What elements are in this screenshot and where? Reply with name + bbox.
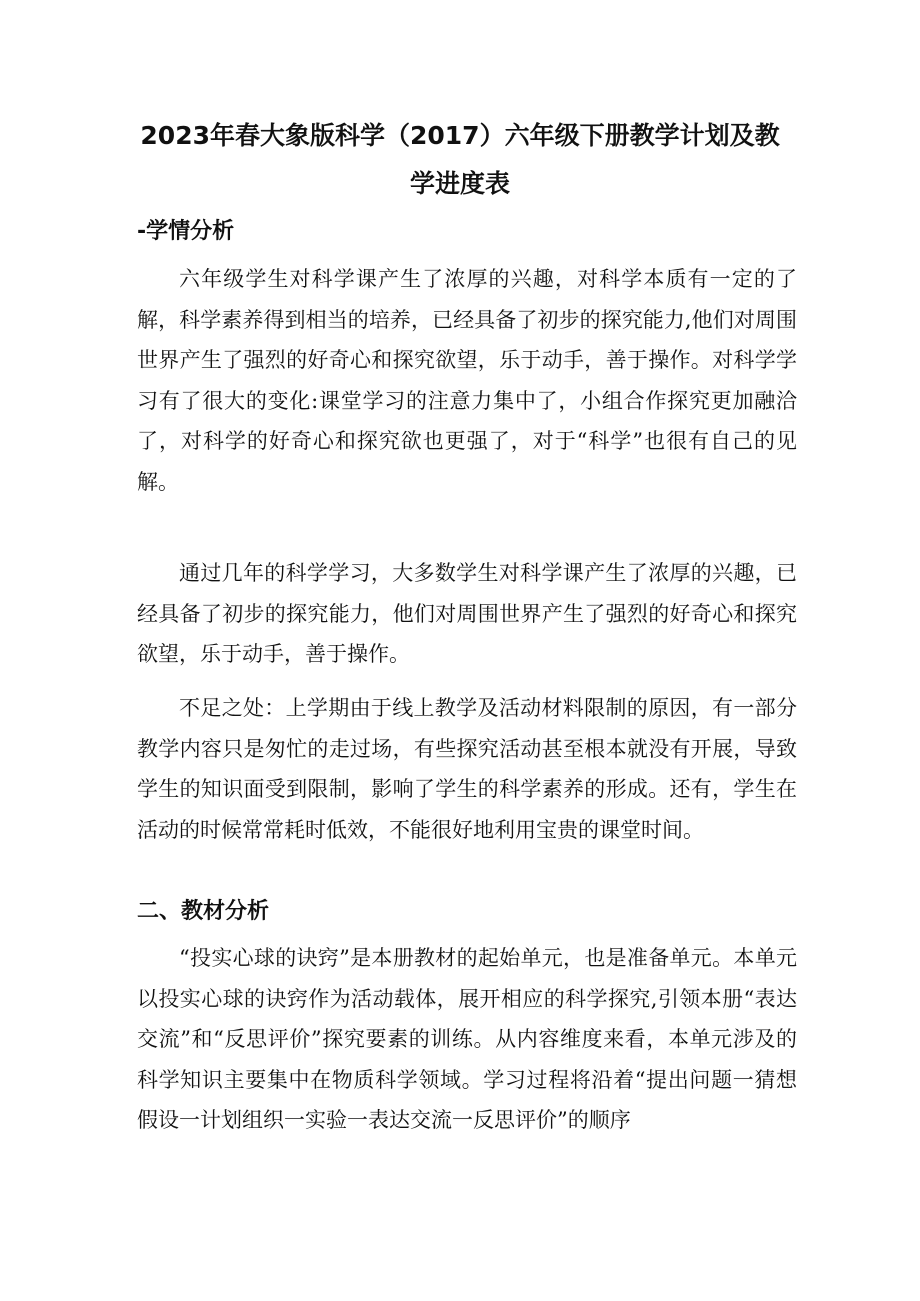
paragraph-unit-intro: “投实心球的诀窍”是本册教材的起始单元，也是准备单元。本单元以投实心球的诀窍作为活动载体，展开相应的科学探究,引领本册“表达交流”和“反思评价”探究要素的训练。从内容维度来看，本单元涉及的科学知识主要集中在物质科学领域。学习过程将沿着“提出问题一猜想假设一计划组织一实验一表达交流一反思评价”的顺序: [137, 946, 797, 1132]
section-heading-textbook-analysis: 二、教材分析: [137, 899, 270, 924]
paragraph-student-interest: 六年级学生对科学课产生了浓厚的兴趣，对科学本质有一定的了解，科学素养得到相当的培养，已经具备了初步的探究能力,他们对周围世界产生了强烈的好奇心和探究欲望，乐于动手，善于操作。对科学学习有了很大的变化:课堂学习的注意力集中了，小组合作探究更加融洽了，对科学的好奇心和探究欲也更强了，对于“科学”也很有自己的见解。: [137, 267, 797, 494]
document-title: 2023年春大象版科学（2017）六年级下册教学计划及教学进度表: [140, 121, 780, 198]
paragraph-learning-summary: 通过几年的科学学习，大多数学生对科学课产生了浓厚的兴趣，已经具备了初步的探究能力，他们对周围世界产生了强烈的好奇心和探究欲望，乐于动手，善于操作。: [137, 561, 797, 666]
section-heading-learning-analysis: -学情分析: [137, 219, 235, 244]
paragraph-shortcomings: 不足之处：上学期由于线上教学及活动材料限制的原因，有一部分教学内容只是匆忙的走过场，有些探究活动甚至根本就没有开展，导致学生的知识面受到限制，影响了学生的科学素养的形成。还有，学生在活动的时候常常耗时低效，不能很好地利用宝贵的课堂时间。: [137, 696, 797, 842]
